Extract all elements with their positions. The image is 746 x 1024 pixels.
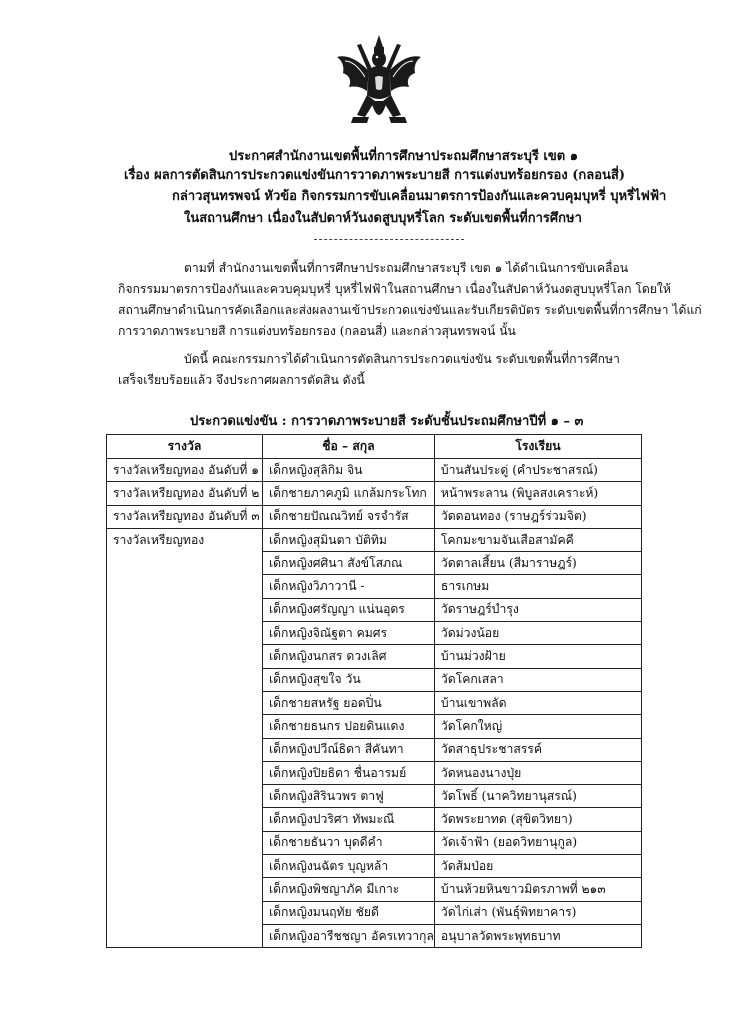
garuda-emblem-icon bbox=[331, 33, 427, 133]
cell-name: เด็กหญิงปวริศา ทัพมะณี bbox=[262, 808, 434, 831]
header-school: โรงเรียน bbox=[434, 435, 641, 459]
table-row bbox=[107, 924, 642, 947]
table-row bbox=[107, 552, 642, 575]
paragraph-1-line-4: การวาดภาพระบายสี การแต่งบทร้อยกรอง (กลอนสี่) และกล่าวสุนทรพจน์ นั้น bbox=[118, 324, 516, 338]
cell-name: เด็กชายสหรัฐ ยอดปิ่น bbox=[262, 691, 434, 714]
cell-name: เด็กหญิงสุลิกิม จิน bbox=[262, 459, 434, 482]
table-row bbox=[107, 482, 642, 505]
cell-school: วัดสาธุประชาสรรค์ bbox=[434, 738, 641, 761]
table-row bbox=[107, 901, 642, 924]
cell-school: ธารเกษม bbox=[434, 575, 641, 598]
cell-award bbox=[107, 622, 263, 645]
cell-award bbox=[107, 855, 263, 878]
table-row bbox=[107, 785, 642, 808]
table-header-row bbox=[107, 435, 642, 459]
table-row bbox=[107, 528, 642, 551]
cell-school: วัดราษฎร์บำรุง bbox=[434, 598, 641, 621]
cell-award bbox=[107, 575, 263, 598]
cell-name: เด็กหญิงนกสร ดวงเลิศ bbox=[262, 645, 434, 668]
cell-school: บ้านห้วยหินขาวมิตรภาพที่ ๒๑๓ bbox=[434, 878, 641, 901]
dashed-divider bbox=[314, 239, 464, 240]
announcement-title: ประกาศสำนักงานเขตพื้นที่การศึกษาประถมศึกษาสระบุรี เขต ๑ bbox=[229, 149, 578, 164]
header-award: รางวัล bbox=[107, 435, 263, 459]
cell-award: รางวัลเหรียญทอง อันดับที่ ๒ bbox=[107, 482, 263, 505]
results-table bbox=[106, 434, 642, 948]
paragraph-1-line-1: ตามที่ สำนักงานเขตพื้นที่การศึกษาประถมศึกษาสระบุรี เขต ๑ ได้ดำเนินการขับเคลื่อน bbox=[184, 261, 629, 275]
table-row bbox=[107, 622, 642, 645]
cell-school: บ้านสันประดู่ (คำประชาสรณ์) bbox=[434, 459, 641, 482]
contest-title: ประกวดแข่งขัน : การวาดภาพระบายสี ระดับชั้นประถมศึกษาปีที่ ๑ – ๓ bbox=[190, 414, 584, 429]
cell-award bbox=[107, 715, 263, 738]
cell-award bbox=[107, 901, 263, 924]
cell-school: วัดเจ้าฟ้า (ยอดวิทยานุกูล) bbox=[434, 831, 641, 854]
cell-school: วัดตาลเสี้ยน (สีมาราษฎร์) bbox=[434, 552, 641, 575]
cell-name: เด็กหญิงพิชญาภัค มีเกาะ bbox=[262, 878, 434, 901]
cell-name: เด็กหญิงศศินา สังข์โสภณ bbox=[262, 552, 434, 575]
cell-award bbox=[107, 831, 263, 854]
cell-name: เด็กหญิงจิณัฐตา คมศร bbox=[262, 622, 434, 645]
cell-award bbox=[107, 878, 263, 901]
cell-award bbox=[107, 924, 263, 947]
cell-name: เด็กหญิงสุขใจ วัน bbox=[262, 668, 434, 691]
table-row bbox=[107, 855, 642, 878]
table-row bbox=[107, 878, 642, 901]
paragraph-2-line-2: เสร็จเรียบร้อยแล้ว จึงประกาศผลการตัดสิน ดังนี้ bbox=[118, 373, 365, 387]
table-row bbox=[107, 831, 642, 854]
subject-line-continued: กล่าวสุนทรพจน์ หัวข้อ กิจกรรมการขับเคลื่อนมาตรการป้องกันและควบคุมบุหรี่ บุหรี่ไฟฟ้า bbox=[172, 189, 667, 204]
cell-award: รางวัลเหรียญทอง bbox=[107, 528, 263, 551]
cell-school: วัดโคกใหญ่ bbox=[434, 715, 641, 738]
cell-school: วัดดอนทอง (ราษฎร์ร่วมจิต) bbox=[434, 505, 641, 528]
cell-school: บ้านเขาพลัด bbox=[434, 691, 641, 714]
cell-name: เด็กหญิงมนฤทัย ชัยดี bbox=[262, 901, 434, 924]
cell-award bbox=[107, 645, 263, 668]
paragraph-1-line-2: กิจกรรมมาตรการป้องกันและควบคุมบุหรี่ บุหรี่ไฟฟ้าในสถานศึกษา เนื่องในสัปดาห์วันงดสูบบุหรี่โลก โดยให้ bbox=[118, 282, 671, 296]
cell-award bbox=[107, 785, 263, 808]
cell-award bbox=[107, 552, 263, 575]
cell-school: อนุบาลวัดพระพุทธบาท bbox=[434, 924, 641, 947]
cell-school: วัดไก่เส่า (พันธุ์พิทยาคาร) bbox=[434, 901, 641, 924]
cell-award bbox=[107, 738, 263, 761]
cell-school: วัดหนองนางปุ่ย bbox=[434, 761, 641, 784]
cell-school: วัดส้มป่อย bbox=[434, 855, 641, 878]
table-row bbox=[107, 575, 642, 598]
table-row bbox=[107, 738, 642, 761]
cell-award: รางวัลเหรียญทอง อันดับที่ ๑ bbox=[107, 459, 263, 482]
table-row bbox=[107, 808, 642, 831]
paragraph-1-line-3: สถานศึกษาดำเนินการคัดเลือกและส่งผลงานเข้าประกวดแข่งขันและรับเกียรติบัตร ระดับเขตพื้นที่การศึกษา ได้แก่ bbox=[118, 303, 702, 317]
cell-school: หน้าพระลาน (พิบูลสงเคราะห์) bbox=[434, 482, 641, 505]
table-row bbox=[107, 645, 642, 668]
table-row bbox=[107, 715, 642, 738]
cell-name: เด็กชายปัณณวิทย์ จรจำรัส bbox=[262, 505, 434, 528]
cell-name: เด็กหญิงนฉัตร บุญหล้า bbox=[262, 855, 434, 878]
cell-award: รางวัลเหรียญทอง อันดับที่ ๓ bbox=[107, 505, 263, 528]
cell-award bbox=[107, 598, 263, 621]
cell-school: วัดม่วงน้อย bbox=[434, 622, 641, 645]
table-row bbox=[107, 598, 642, 621]
cell-name: เด็กชายธนกร ปอยดินแดง bbox=[262, 715, 434, 738]
cell-name: เด็กหญิงสุมินตา บัติทิม bbox=[262, 528, 434, 551]
cell-name: เด็กหญิงปิยธิดา ชื่นอารมย์ bbox=[262, 761, 434, 784]
cell-school: บ้านม่วงฝ้าย bbox=[434, 645, 641, 668]
table-row bbox=[107, 505, 642, 528]
cell-school: วัดพระยาทด (สุขิตวิทยา) bbox=[434, 808, 641, 831]
header-name: ชื่อ – สกุล bbox=[262, 435, 434, 459]
cell-name: เด็กชายธันวา บุดดีคำ bbox=[262, 831, 434, 854]
table-row bbox=[107, 668, 642, 691]
cell-award bbox=[107, 691, 263, 714]
cell-award bbox=[107, 668, 263, 691]
subject-line: เรื่อง ผลการตัดสินการประกวดแข่งขันการวาดภาพระบายสี การแต่งบทร้อยกรอง (กลอนสี่) bbox=[124, 168, 626, 183]
cell-school: โคกมะขามจันเสือสามัคคี bbox=[434, 528, 641, 551]
cell-award bbox=[107, 808, 263, 831]
cell-award bbox=[107, 761, 263, 784]
cell-school: วัดโคกเสลา bbox=[434, 668, 641, 691]
table-row bbox=[107, 761, 642, 784]
cell-name: เด็กหญิงอารีชชญา อัครเทวากุล bbox=[262, 924, 434, 947]
cell-name: เด็กหญิงสิรินวพร ตาฟู bbox=[262, 785, 434, 808]
cell-name: เด็กหญิงปวีณ์ธิดา สีคันทา bbox=[262, 738, 434, 761]
paragraph-2-line-1: บัดนี้ คณะกรรมการได้ดำเนินการตัดสินการประกวดแข่งขัน ระดับเขตพื้นที่การศึกษา bbox=[184, 352, 620, 366]
cell-name: เด็กหญิงศรัญญา แน่นอุดร bbox=[262, 598, 434, 621]
cell-name: เด็กหญิงวิภาวานี - bbox=[262, 575, 434, 598]
subject-line-end: ในสถานศึกษา เนื่องในสัปดาห์วันงดสูบบุหรี่โลก ระดับเขตพื้นที่การศึกษา bbox=[184, 211, 582, 226]
cell-name: เด็กชายภาคภูมิ แกล้มกระโทก bbox=[262, 482, 434, 505]
cell-school: วัดโพธิ์ (นาควิทยานุสรณ์) bbox=[434, 785, 641, 808]
table-row bbox=[107, 459, 642, 482]
table-row bbox=[107, 691, 642, 714]
